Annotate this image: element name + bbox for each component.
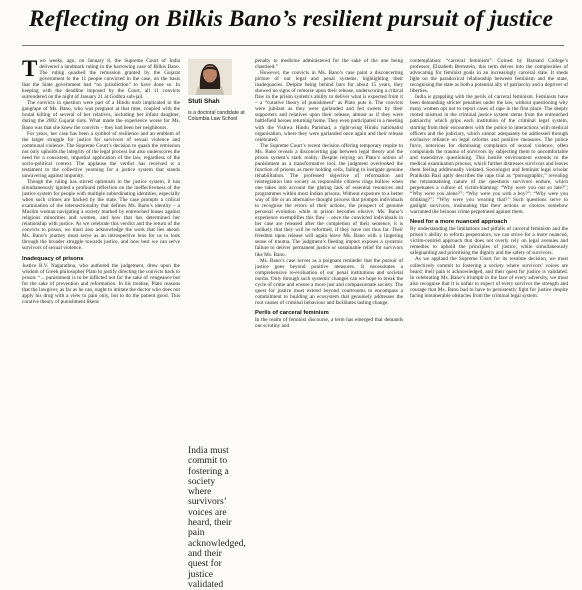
section-heading: Need for a more nuanced approach xyxy=(410,219,508,226)
paragraph: The Supreme Court’s recent decision offering temporary respite to Ms. Bano reveals a disconcerting gap between legal theory and the prison system’s stark reality. Despite relying on Plato’s notion of punishment as a transformative tool, the judgment overlooked the function of prisons as mere holding cells, failing to instigate genuine rehabilitation. The professed objective of reformation and reintegration into society as responsible citizens rings hollow when one takes into account the glaring lack of essential resources and programmes within most Indian prisons. Without exposure to a better way of life or an alternative thought process that prompts individuals to recognise the errors of their actions, the prospect of genuine personal evolution while in prison becomes elusive. Ms. Bano’s experience exemplifies this flaw – once the convicted individuals in her case are released after the completion of their sentence, it is unlikely that they will be reformed, if they have not thus far. Their freedom upon release will again leave Ms. Bano with a lingering sense of trauma. The judgment’s fleeting impact exposes a systemic failure to deliver permanent justice or sustainable relief for survivors like Ms. Bano. xyxy=(255,142,403,258)
paragraph: Though the ruling has stirred optimism in the justice system, it has simultaneously ignited a profound reflection on the ineffectiveness of the justice system for people with multiple subordinating identities, especially when such crimes are backed by the state. The case prompts a critical examination of the intersectionality that defines Ms. Bano’s identity – a Muslim woman navigating a society marked by entrenched biases against religious minorities and women, and how that has determined her relationship with justice. As we celebrate this verdict and the return of the convicts to prison, we must also acknowledge the work that lies ahead. Ms. Bano’s journey must serve as an introspective lens for us to look through the broader struggle towards justice, and how best we can serve survivors of sexual violence. xyxy=(22,178,180,252)
article-column-2 xyxy=(255,58,403,534)
paragraph: Ms. Bano’s case serves as a poignant reminder that the pursuit of justice goes beyond punitive measures. It necessitates a comprehensive re-evaluation of our penal institutions and societal norms. Only through such systemic changes can we hope to break the cycle of crime and ensure a more just and compassionate society. The quest for justice must extend beyond courtrooms to encompass a commitment to building an ecosystem that genuinely addresses the root causes of criminal behaviour and facilitates lasting change. xyxy=(255,257,403,306)
headline: Reflecting on Bilkis Bano’s resilient pursuit of justice xyxy=(28,6,554,32)
paragraph: Justice B.V. Nagarathna, who authored the judgement, drew upon the wisdom of Greek philosopher Plato to justify directing the convicts back to prison: “... punishment is to be inflicted not for the sake of vengeance but for the sake of prevention and reformation. In his treatise, Plato reasons that the lawgiver, as far as he can, ought to imitate the doctor who does not apply his drug with a view to pain only, but to do the patient good. This curative theory of punishment likens xyxy=(22,262,180,305)
author-portrait-icon xyxy=(188,59,232,95)
author-name: Stuti Shah xyxy=(188,98,220,105)
article-column-3 xyxy=(410,58,568,534)
paragraph: By understanding the limitations and pitfalls of carceral feminism and the prison’s ability to reform perpetrators, we can strive for a more nuanced, victim-centred approach that does not overly rely on legal avenues and remedies to uphold the principles of justice, while simultaneously safeguarding and prioritising the dignity and the safety of survivors. xyxy=(410,226,568,257)
paragraph: For years, her case has been a symbol of resilience and an emblem of the larger struggle for justice for survivors of sexual violence and communal violence. The Supreme Court’s decision to quash the remission not only upholds the integrity of the legal process but also underscores the need for a consistent, impartial application of the law, regardless of the socio-political context. The applause the verdict has received is a testament to the collective yearning for a justice system that stands unwavering against impunity. xyxy=(22,130,180,179)
headline-rule xyxy=(22,45,564,46)
paragraph: The convicts in question were part of a Hindu mob implicated in the gangrape of Ms. Bano, who was pregnant at that time, coupled with the brutal killing of several of her relatives, including her infant daughter, during the 2002 Gujarat riots. What made the experience worse for Ms. Bano was that she knew the convicts – they had been her neighbours. xyxy=(22,100,180,131)
paragraph: contemplation: “carceral feminism”. Coined by Barnard College’s professor, Elizabeth Bernstein, this term delves into the complexities of advocating for feminist goals in an increasingly carceral state. It sheds light on the paradoxical relationship between feminism and the state, recognising the state as both a potential ally of patriarchy and a depriver of liberties. xyxy=(410,58,568,95)
paragraph: penalty to medicine administered for the sake of the one being chastised.” xyxy=(255,58,403,71)
section-heading: Inadequacy of prisons xyxy=(22,255,84,262)
pull-quote: India must commit to fostering a society where survivors’ voices are heard, their pain acknowledged, and their quest for justice validated xyxy=(188,445,246,590)
section-heading: Perils of carceral feminism xyxy=(255,309,329,316)
paragraph: In the realm of feminist discourse, a term has emerged that demands our scrutiny and xyxy=(255,316,403,329)
paragraph: India is grappling with the perils of carceral feminism. Feminists have been demanding stricter penalties under the law, without questioning why many women opt not to report cases of rape in the first place. The deeply rooted mistrust in the criminal justice system stems from the entrenched patriarchy which grips each institution of the criminal legal system, starting from their encounters with the police to interactions with medical officers and the judiciary, which cannot adequately be addressed through exclusive reliance on legal reforms and punitive measures. The police force, notorious for dismissing complaints of sexual violence, often compounds the trauma of survivors by subjecting them to uncomfortable and insensitive questioning. This hostile environment extends to the medical examination process, which further distresses survivors and leaves them feeling additionally violated. Sociologist and feminist legal scholar Pratiksha Baxi aptly describes the rape trial as “pornographic,” revealing the retraumatising nature of the questions survivors endure, which perpetuates a culture of victim-blaming: “Why were you out so late?”; “Why were you alone?”; “Why were you with a boy?”; “Why were you drinking?”; “Why were you wearing that?” Such questions serve to gaslight survivors, insinuating that their actions or choices somehow warranted the heinous crime perpetrated against them. xyxy=(410,94,568,216)
paragraph: As we applaud the Supreme Court for its resolute decision, we must collectively commit to fostering a society where survivors’ voices are heard, their pain is acknowledged, and their quest for justice is validated. In celebrating Ms. Bano’s triumph in the face of every adversity, we must also recognise that it is unfair to expect of every survivor the strength and courage that Ms. Bano had to have to persistently fight for justice despite facing innumerable obstacles from the criminal legal system. xyxy=(410,256,568,299)
paragraph: However, the convicts in Ms. Bano’s case paint a disconcerting picture of our legal and penal systems, highlighting their inadequacies. Despite being behind bars for about 15 years, they showed no signs of remorse upon their release, underscoring a critical flaw in the prison system’s ability to deliver what is expected from it – a “curative theory of punishment” as Plato puts it. The convicts were jubilant as they were garlanded and fed sweets by their supporters and relatives upon their release, almost as if they were battlefield heroes returning home. They even participated in a meeting with the Vishwa Hindu Parishad, a right-wing Hindu nationalist organisation, where they were garlanded once again and their release celebrated. xyxy=(255,70,403,143)
article-column-1 xyxy=(22,58,180,534)
drop-cap: T xyxy=(22,58,38,81)
author-bio: is a doctoral candidate at Columbia Law School xyxy=(188,110,245,123)
paragraph: wo weeks, ago, on January 8, the Supreme Court of India delivered a landmark ruling in the harrowing case of Bilkis Bano. The ruling quashed the remission granted by the Gujarat government to the 11 people convicted in the case, on the basis that the State government had “no jurisdiction” to have done so. In keeping with the deadline imposed by the Court, all 11 convicts surrendered on the night of January 21 at Godhra sub-jail. xyxy=(22,58,180,101)
